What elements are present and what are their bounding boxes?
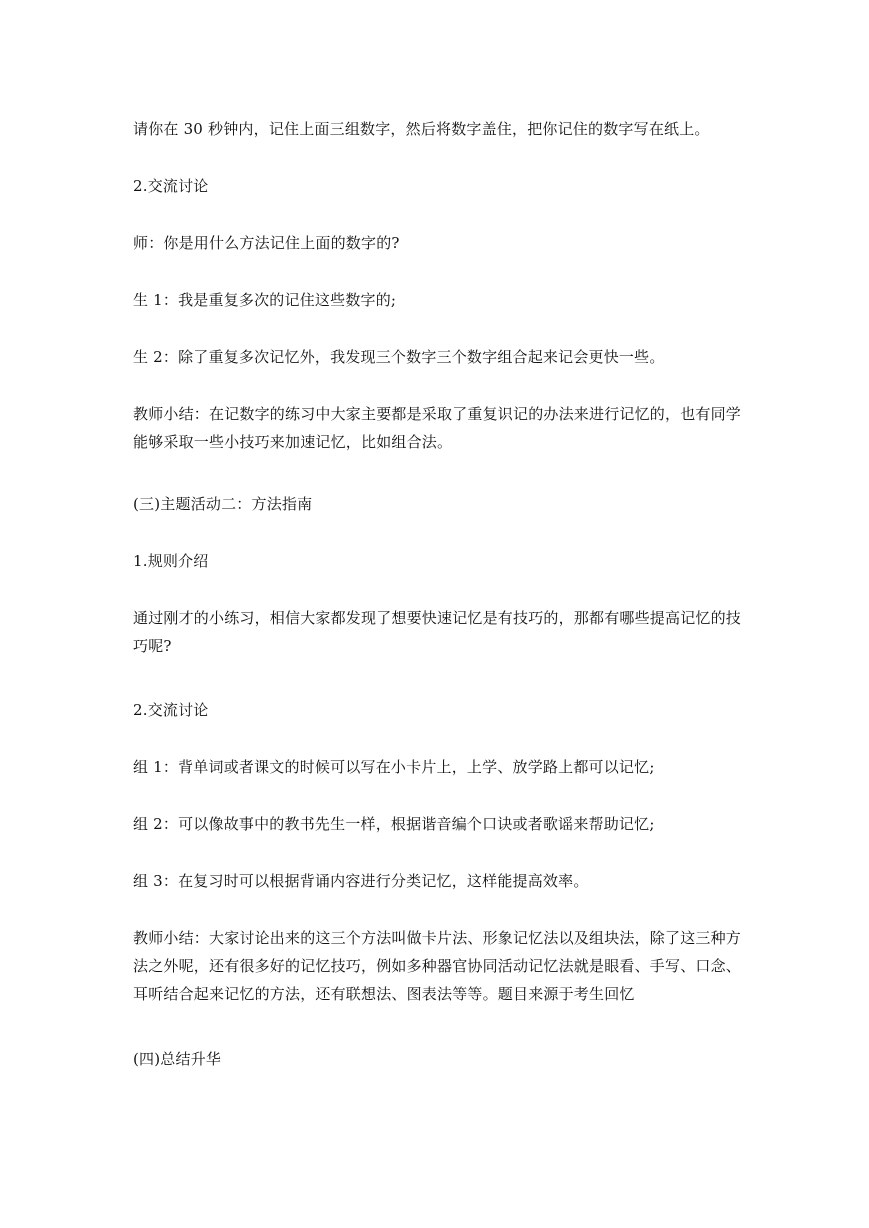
paragraph-teacher-summary-2: 教师小结：大家讨论出来的这三个方法叫做卡片法、形象记忆法以及组块法，除了这三种方法之外呢，还有很多好的记忆技巧，例如多种器官协同活动记忆法就是眼看、手写、口念、耳听结合起来记忆的方法，还有联想法、图表法等等。题目来源于考生回忆 (133, 929, 742, 1003)
paragraph-teacher-question: 师：你是用什么方法记住上面的数字的? (133, 234, 400, 252)
paragraph-instruction: 请你在 30 秒钟内，记住上面三组数字，然后将数字盖住，把你记住的数字写在纸上。 (133, 120, 710, 138)
paragraph-student-1: 生 1：我是重复多次的记住这些数字的; (133, 291, 397, 309)
heading-summary: (四)总结升华 (133, 1050, 222, 1068)
paragraph-group-2: 组 2：可以像故事中的教书先生一样，根据谐音编个口诀或者歌谣来帮助记忆; (133, 815, 655, 833)
paragraph-group-1: 组 1：背单词或者课文的时候可以写在小卡片上，上学、放学路上都可以记忆; (133, 758, 655, 776)
paragraph-teacher-summary-1: 教师小结：在记数字的练习中大家主要都是采取了重复识记的办法来进行记忆的，也有同学能够采取一些小技巧来加速记忆，比如组合法。 (133, 405, 742, 451)
heading-rules: 1.规则介绍 (133, 552, 209, 570)
heading-discussion-1: 2.交流讨论 (133, 177, 209, 195)
paragraph-student-2: 生 2：除了重复多次记忆外，我发现三个数字三个数字组合起来记会更快一些。 (133, 348, 665, 366)
paragraph-group-3: 组 3：在复习时可以根据背诵内容进行分类记忆，这样能提高效率。 (133, 872, 589, 890)
heading-discussion-2: 2.交流讨论 (133, 701, 209, 719)
paragraph-rules-intro: 通过刚才的小练习，相信大家都发现了想要快速记忆是有技巧的，那都有哪些提高记忆的技巧呢? (133, 609, 742, 655)
heading-activity-two: (三)主题活动二：方法指南 (133, 495, 313, 513)
